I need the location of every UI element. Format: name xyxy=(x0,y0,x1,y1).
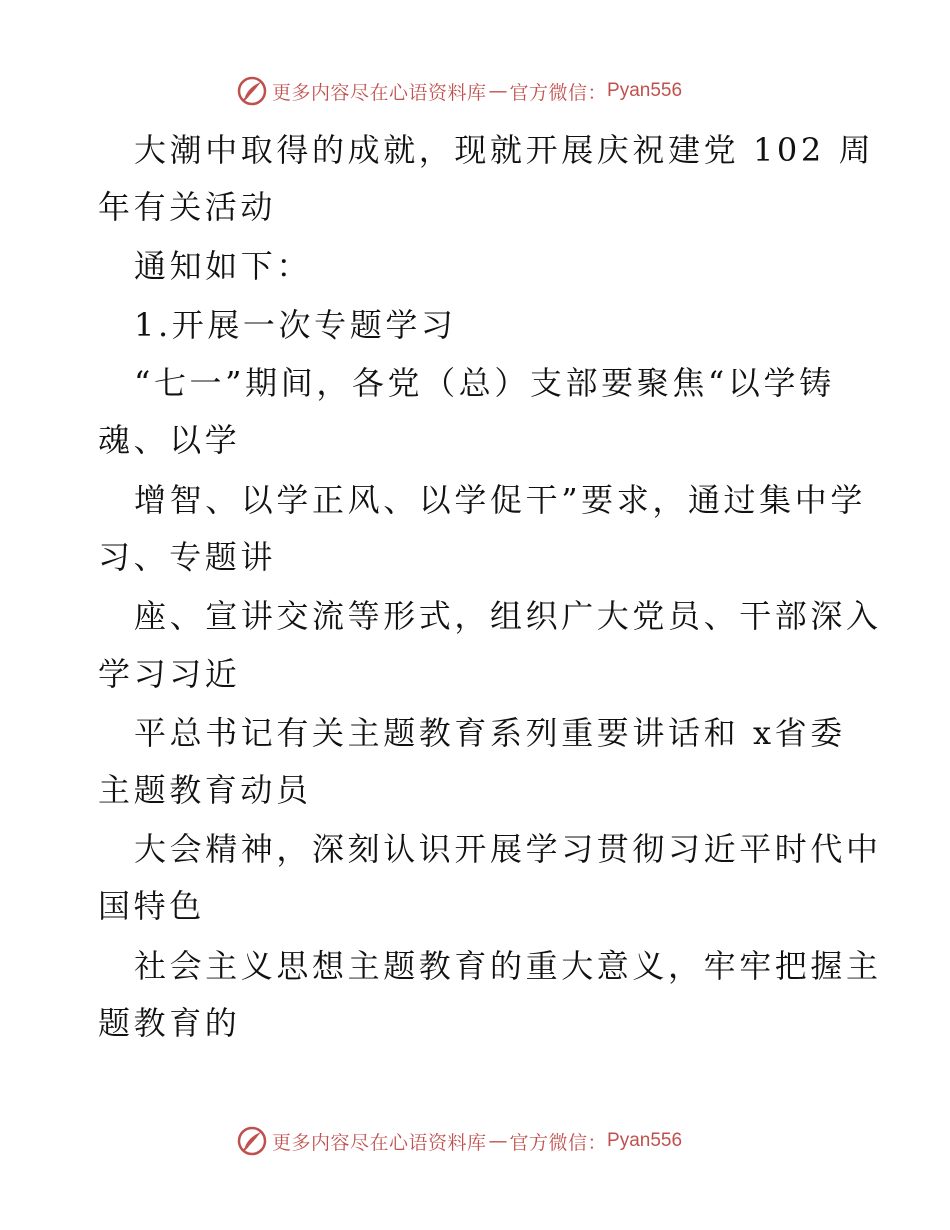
body-line: 大潮中取得的成就，现就开展庆祝建党 102 周 xyxy=(134,131,875,169)
logo-icon xyxy=(236,75,268,107)
watermark-text: 更多内容尽在心语资料库 xyxy=(272,81,487,104)
body-line: 主题教育动员 xyxy=(98,771,312,809)
footer-watermark xyxy=(236,1124,682,1158)
body-line: 学习习近 xyxy=(98,655,241,693)
watermark-dash: — xyxy=(488,80,508,102)
logo-icon xyxy=(236,1125,268,1157)
watermark-text: 更多内容尽在心语资料库 xyxy=(272,1131,487,1154)
body-line: “七一”期间，各党（总）支部要聚焦“以学铸 xyxy=(134,364,835,402)
body-line: 增智、以学正风、以学促干”要求，通过集中学 xyxy=(134,481,866,519)
header-watermark xyxy=(236,74,682,108)
body-line: 平总书记有关主题教育系列重要讲话和 x省委 xyxy=(134,714,846,752)
watermark-label: 官方微信： xyxy=(509,81,608,104)
watermark-label: 官方微信： xyxy=(509,1131,608,1154)
body-line: 通知如下： xyxy=(134,247,313,285)
body-line: 座、宣讲交流等形式，组织广大党员、干部深入 xyxy=(134,597,882,635)
body-line: 大会精神，深刻认识开展学习贯彻习近平时代中 xyxy=(134,830,882,868)
body-line: 国特色 xyxy=(98,887,205,925)
watermark-dash: — xyxy=(488,1130,508,1152)
body-line: 社会主义思想主题教育的重大意义，牢牢把握主 xyxy=(134,947,882,985)
body-line: 魂、以学 xyxy=(98,421,241,459)
watermark-id: Pyan556 xyxy=(607,1130,683,1151)
watermark-id: Pyan556 xyxy=(607,80,683,101)
body-line: 1.开展一次专题学习 xyxy=(134,306,457,344)
body-line: 题教育的 xyxy=(98,1004,241,1042)
body-line: 习、专题讲 xyxy=(98,538,277,576)
body-line: 年有关活动 xyxy=(98,188,277,226)
